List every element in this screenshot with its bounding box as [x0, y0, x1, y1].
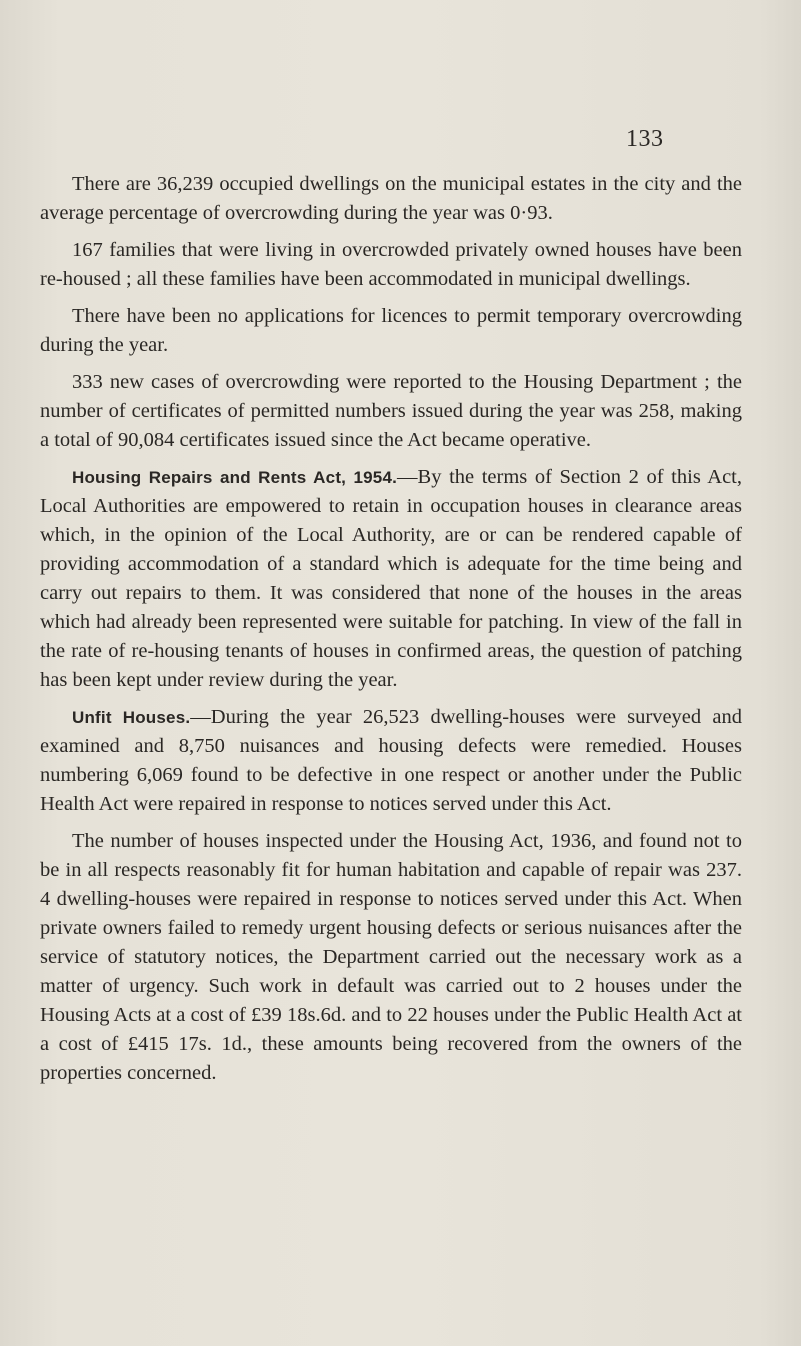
paragraph-housing-repairs — [40, 463, 742, 695]
paragraph-text: There are 36,239 occupied dwellings on the municipal estates in the city and the average percentage of overcrowding during the year was 0·93. — [40, 173, 742, 224]
paragraph-new-cases — [40, 368, 742, 455]
paragraph-rehoused — [40, 236, 742, 294]
paragraph-licences — [40, 302, 742, 360]
paragraph-text: —During the year 26,523 dwelling-houses were surveyed and examined and 8,750 nuisances and housing defects were remedied. Houses numbering 6,069 found to be defective in one respect or another under the Public Health Act were repaired in response to notices served under this Act. — [40, 706, 742, 815]
section-heading: Unfit Houses. — [72, 708, 191, 727]
paragraph-text: 167 families that were living in overcrowded privately owned houses have been re-housed ; all these families have been accommodated in municipal dwellings. — [40, 239, 742, 290]
page-number: 133 — [626, 126, 664, 152]
paragraph-text: There have been no applications for licences to permit temporary overcrowding during the year. — [40, 305, 742, 356]
paragraph-unfit-houses — [40, 703, 742, 819]
paragraph-text: —By the terms of Section 2 of this Act, Local Authorities are empowered to retain in occupation houses in clearance areas which, in the opinion of the Local Authority, are or can be rendered capable of providing accommodation of a standard which is adequate for the time being and carry out repairs to them. It was considered that none of the houses in the areas which had already been represented were suitable for patching. In view of the fall in the rate of re-housing tenants of houses in confirmed areas, the question of patching has been kept under review during the year. — [40, 466, 742, 691]
paragraph-dwellings — [40, 170, 742, 228]
body-text — [40, 170, 742, 1096]
paragraph-housing-act — [40, 827, 742, 1088]
section-heading: Housing Repairs and Rents Act, 1954. — [72, 468, 398, 487]
paragraph-text: The number of houses inspected under the Housing Act, 1936, and found not to be in all respects reasonably fit for human habitation and capable of repair was 237. 4 dwelling-houses were repaired in response to notices served under this Act. When private owners failed to remedy urgent housing defects or serious nuisances after the service of statutory notices, the Department carried out the necessary work as a matter of urgency. Such work in default was carried out to 2 houses under the Housing Acts at a cost of £39 18s.6d. and to 22 houses under the Public Health Act at a cost of £415 17s. 1d., these amounts being recovered from the owners of the properties concerned. — [40, 830, 742, 1084]
paragraph-text: 333 new cases of overcrowding were reported to the Housing Department ; the number of certificates of permitted numbers issued during the year was 258, making a total of 90,084 certificates issued since the Act became operative. — [40, 371, 742, 451]
